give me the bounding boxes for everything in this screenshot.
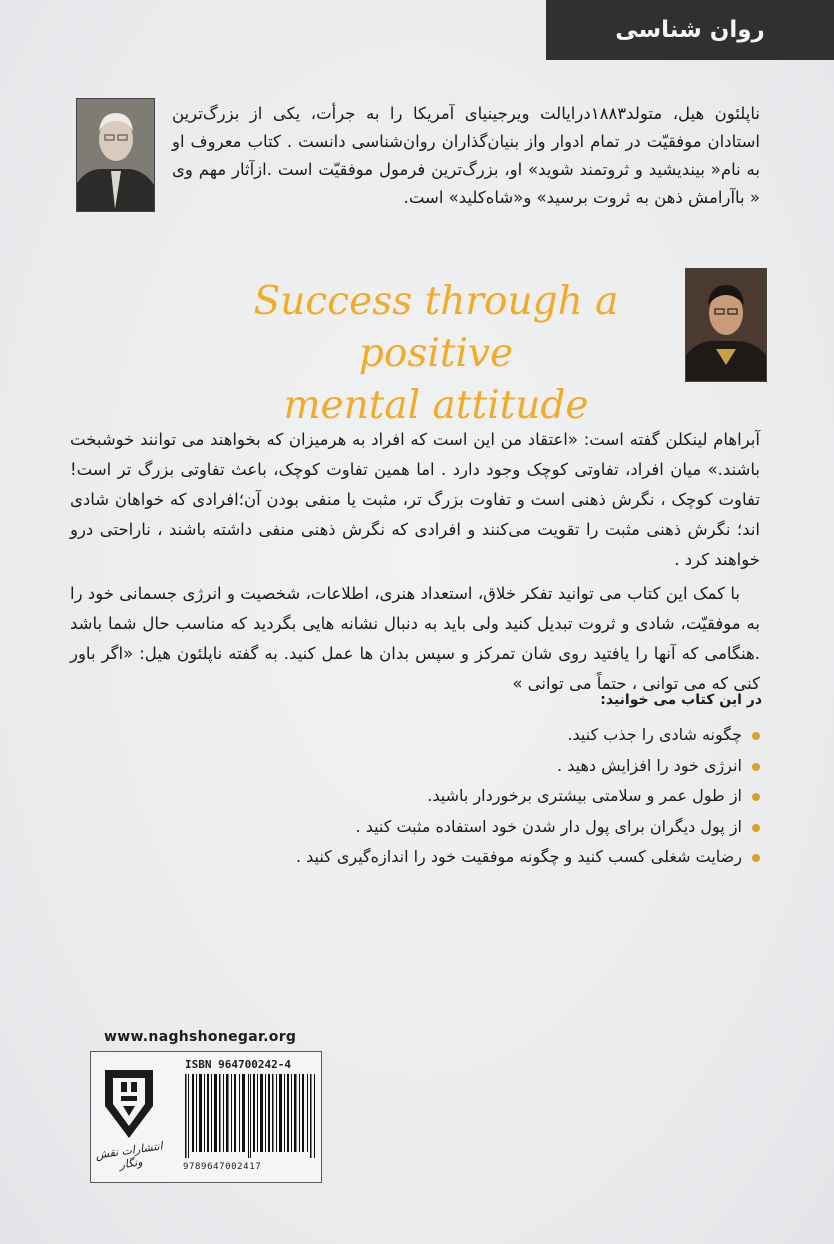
english-title-line-2: mental attitude: [283, 383, 589, 428]
benefits-list: [160, 720, 760, 873]
english-title-line-1: Success through a positive: [253, 279, 619, 376]
lincoln-quote-paragraph: آبراهام لینکلن گفته است: «اعتقاد من این است که افراد به هرمیزان که بخواهند می توانند خوشبخت باشند.» میان افراد، تفاوتی کوچک وجود دارد . اما همین تفاوت کوچک، باعث تفاوتی بزرگ تر است! تفاوت کوچک ، نگرش ذهنی است و تفاوت بزرگ تر، مثبت یا منفی بودن آن؛افرادی که خواهان شادی اند؛ نگرش ذهنی مثبت را تقویت می‌کنند و افرادی که نگرش ذهنی منفی داشته باشند ، ناراحتی درو خواهند کرد .: [70, 430, 760, 569]
publisher-name: انتشارات نقش ونگار: [94, 1139, 164, 1172]
list-item: از پول دیگران برای پول دار شدن خود استفاده مثبت کنید .: [160, 812, 760, 843]
publisher-website: www.naghshonegar.org: [104, 1029, 297, 1045]
list-item: چگونه شادی را جذب کنید.: [160, 720, 760, 751]
isbn-text: ISBN 964700242-4: [185, 1058, 291, 1071]
main-text: [70, 425, 760, 703]
read-intro: در این کتاب می خوانید:: [600, 692, 762, 708]
publisher-box: [90, 1051, 322, 1183]
barcode-icon: [183, 1074, 317, 1158]
co-author-portrait: [685, 268, 767, 382]
category-tab: [546, 0, 834, 60]
list-item: از طول عمر و سلامتی بیشتری برخوردار باشید.: [160, 781, 760, 812]
author-bio: ناپلئون هیل، متولد۱۸۸۳درایالت ویرجینیای آمریکا را به جرأت، یکی از بزرگ‌ترین استادان موفقیّت در تمام ادوار واز بنیان‌گذاران روان‌شناسی دانست . کتاب معروف او به نام« بیندیشید و ثروتمند شوید» او، بزرگ‌ترین فرمول موفقیّت است .ازآثار مهم وی « باآرامش ذهن به ثروت برسید» و«شاه‌کلید» است.: [172, 104, 760, 207]
book-description-paragraph: با کمک این کتاب می توانید تفکر خلاق، استعداد هنری، اطلاعات، شخصیت و انرژی جسمانی خود را به موفقیّت، شادی و ثروت تبدیل کنید ولی باید به دنبال نشانه هایی بگردید که مناسب حال شما باشد .هنگامی که آنها را یافتید روی شان تمرکز و سپس بدان ها عمل کنید. به گفته ناپلئون هیل: «اگر باور کنی که می توانی ، حتماً می توانی »: [70, 584, 760, 693]
list-item: رضایت شغلی کسب کنید و چگونه موفقیت خود را اندازه‌گیری کنید .: [160, 842, 760, 873]
english-title: [196, 276, 676, 432]
publisher-logo-icon: [99, 1066, 159, 1142]
author-portrait: [76, 98, 155, 212]
category-label: روان شناسی: [615, 17, 765, 43]
list-item: انرژی خود را افزایش دهید .: [160, 751, 760, 782]
barcode-digits: 9789647002417: [183, 1162, 262, 1172]
